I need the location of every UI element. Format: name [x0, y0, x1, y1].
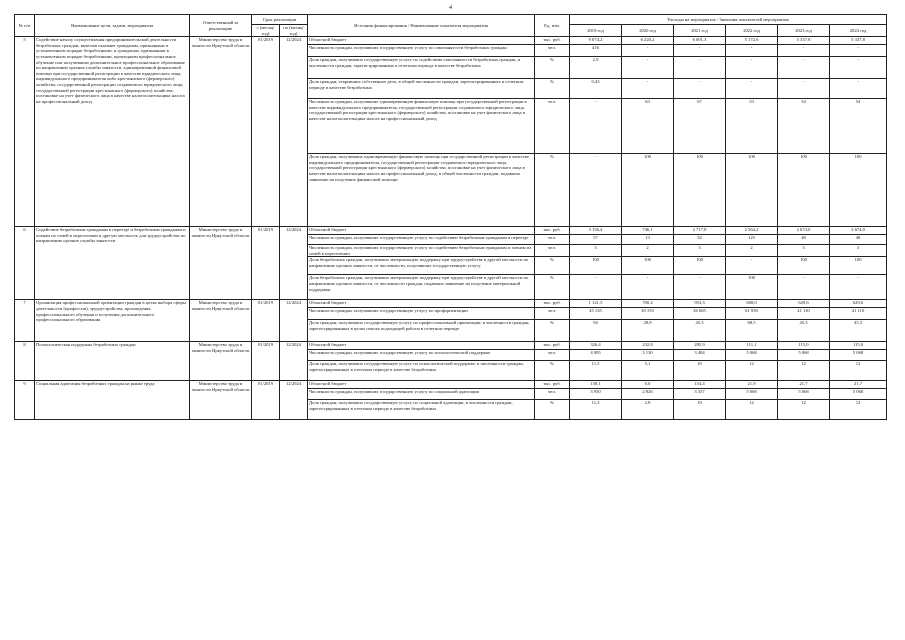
value-cell: -: [674, 45, 726, 57]
value-cell: 158,1: [570, 381, 622, 389]
header-period-from: с (месяц/ год): [252, 25, 280, 37]
value-cell: 3: [674, 245, 726, 257]
value-cell: 100: [830, 154, 887, 227]
value-cell: 154,4: [674, 381, 726, 389]
header-year: 2019 год: [570, 25, 622, 37]
value-cell: 21,7: [778, 381, 830, 389]
indicator-label: Доля граждан, получивших единовременную финансовую помощь при государственной регистрации в качестве индивидуального предпринимателя, государственной регистрации создаваемого юридического лица, государственной регистрации крестьянского (фермерского) хозяйства, постановке на учет физического лица в качестве налогоплательщика налога на профессиональный доход, в общей численности граждан, подавших заявление на получение финансовой помощи: [308, 154, 535, 227]
value-cell: 3 357: [674, 389, 726, 400]
value-cell: 12: [778, 400, 830, 420]
value-cell: -: [830, 275, 887, 300]
value-cell: 68,5: [726, 320, 778, 342]
table-row: [15, 342, 887, 350]
value-cell: 61 939: [726, 308, 778, 320]
value-cell: 6 001,3: [674, 37, 726, 45]
value-cell: 5 337,8: [778, 37, 830, 45]
value-cell: 100: [778, 154, 830, 227]
activity-name: Организация профессиональной ориентации граждан в целях выбора сферы деятельности (профессии), трудоустройства, прохождения профессионального обучения и получения дополнительного профессионального образования: [35, 300, 190, 342]
value-cell: 285,9: [674, 342, 726, 350]
value-cell: 30 193: [622, 308, 674, 320]
activity-name: Социальная адаптация безработных граждан на рынке труда: [35, 381, 190, 420]
value-cell: 10: [674, 361, 726, 381]
indicator-label: Численность граждан, получивших государственную услугу по содействию безработным гражданам и членам их семей в переселении: [308, 245, 535, 257]
value-cell: 5 172,6: [726, 37, 778, 45]
table-row: [15, 300, 887, 308]
unit-cell: %: [535, 400, 570, 420]
table-header: [15, 15, 887, 37]
indicator-label: Численность граждан, получивших государственную услугу по профориентации: [308, 308, 535, 320]
value-cell: 2: [622, 245, 674, 257]
value-cell: 100: [726, 154, 778, 227]
table-row: [15, 227, 887, 235]
value-cell: 5 068: [778, 350, 830, 361]
activity-num: 9: [15, 381, 35, 420]
value-cell: -: [778, 275, 830, 300]
value-cell: 12: [830, 400, 887, 420]
page-number: 4: [449, 5, 452, 11]
header-year: 2021 год: [674, 25, 726, 37]
value-cell: 32: [674, 235, 726, 245]
activity-from: 01/2019: [252, 342, 280, 381]
indicator-label: Доля безработных граждан, получивших материальную поддержку при трудоустройстве в другой местности по направлению органов занятости, от численности, получивших государственную услугу: [308, 257, 535, 275]
header-period-to: по (месяц/ год): [280, 25, 308, 37]
unit-cell: тыс. руб.: [535, 342, 570, 350]
activity-executor: Министерство труда и занятости Иркутской области: [190, 37, 252, 227]
indicator-label: Доля безработных граждан, получивших материальную поддержку при трудоустройстве в другой местности по направлению органов занятости, от численности граждан, подавших заявление на получение материальной поддержки: [308, 275, 535, 300]
value-cell: -: [726, 57, 778, 79]
value-cell: -: [570, 99, 622, 154]
value-cell: 57: [570, 235, 622, 245]
value-cell: -: [622, 275, 674, 300]
activity-from: 01/2019: [252, 300, 280, 342]
value-cell: 6 220,2: [622, 37, 674, 45]
activity-executor: Министерство труда и занятости Иркутской области: [190, 381, 252, 420]
value-cell: 100: [622, 154, 674, 227]
unit-cell: чел.: [535, 389, 570, 400]
value-cell: 115,0: [830, 342, 887, 350]
value-cell: 10: [674, 400, 726, 420]
measures-table: [14, 14, 887, 420]
value-cell: 100: [622, 257, 674, 275]
value-cell: -: [778, 57, 830, 79]
value-cell: 3: [778, 245, 830, 257]
value-cell: 54: [778, 99, 830, 154]
activity-from: 01/2019: [252, 227, 280, 300]
value-cell: 5 068: [778, 389, 830, 400]
budget-label: Областной бюджет: [308, 300, 535, 308]
header-year: 2024 год: [830, 25, 887, 37]
header-year: 2023 год: [778, 25, 830, 37]
value-cell: 12: [726, 400, 778, 420]
value-cell: 3 950: [570, 389, 622, 400]
header-unit: Ед. изм.: [535, 15, 570, 37]
value-cell: 63: [622, 99, 674, 154]
value-cell: 2 717,8: [674, 227, 726, 235]
indicator-label: Численность граждан, получивших государственную услугу по самозанятости безработных граждан: [308, 45, 535, 57]
value-cell: -: [778, 79, 830, 99]
indicator-label: Численность граждан, получивших государственную услугу по психологической поддержке: [308, 350, 535, 361]
header-num: № п/п: [15, 15, 35, 37]
header-period: Срок реализации: [252, 15, 308, 25]
value-cell: -: [830, 45, 887, 57]
value-cell: 629,6: [778, 300, 830, 308]
value-cell: -: [674, 275, 726, 300]
unit-cell: чел.: [535, 45, 570, 57]
budget-label: Областной бюджет: [308, 37, 535, 45]
value-cell: 0,0: [622, 381, 674, 389]
activity-to: 12/2024: [280, 381, 308, 420]
unit-cell: %: [535, 320, 570, 342]
value-cell: 21,7: [830, 381, 887, 389]
header-expenses: Расходы на мероприятие / Значения показателей мероприятия: [570, 15, 887, 25]
value-cell: 100: [674, 257, 726, 275]
indicator-label: Доля граждан, получивших государственную услугу по содействию самозанятости безработных граждан, в численности граждан, зарегистрированных в отчетном периоде в качестве безработных: [308, 57, 535, 79]
value-cell: 953,3: [674, 300, 726, 308]
value-cell: 100: [570, 257, 622, 275]
value-cell: 700,4: [622, 300, 674, 308]
activity-to: 12/2024: [280, 342, 308, 381]
value-cell: 416: [570, 45, 622, 57]
value-cell: 746,1: [622, 227, 674, 235]
value-cell: 28,9: [622, 320, 674, 342]
value-cell: -: [622, 79, 674, 99]
value-cell: 232,8: [622, 342, 674, 350]
value-cell: 45,3: [778, 320, 830, 342]
activity-name: Психологическая поддержка безработных граждан: [35, 342, 190, 381]
unit-cell: %: [535, 361, 570, 381]
budget-label: Областной бюджет: [308, 227, 535, 235]
activity-num: 5: [15, 37, 35, 227]
value-cell: 2 674,0: [830, 227, 887, 235]
value-cell: 5 068: [830, 350, 887, 361]
value-cell: -: [622, 45, 674, 57]
indicator-label: Доля граждан, открывших собственное дело, в общей численности граждан, зарегистрированных в отчетном периоде в качестве безработных: [308, 79, 535, 99]
value-cell: -: [674, 79, 726, 99]
indicator-label: Численность граждан, получивших государственную услугу по содействию безработным гражданам в переезде: [308, 235, 535, 245]
value-cell: 125: [726, 235, 778, 245]
value-cell: 54: [830, 99, 887, 154]
value-cell: 5 068: [830, 389, 887, 400]
value-cell: 2 564,2: [726, 227, 778, 235]
value-cell: 4 005: [570, 350, 622, 361]
activity-executor: Министерство труда и занятости Иркутской области: [190, 227, 252, 300]
value-cell: -: [674, 57, 726, 79]
value-cell: 5 337,8: [830, 37, 887, 45]
value-cell: 2,8: [622, 400, 674, 420]
value-cell: -: [726, 45, 778, 57]
value-cell: 2: [726, 245, 778, 257]
value-cell: 1 121,5: [570, 300, 622, 308]
table-row: [15, 37, 887, 45]
value-cell: 326,4: [570, 342, 622, 350]
indicator-label: Доля граждан, получивших государственную услугу по профессиональной ориентации, в численности граждан, зарегистрированных в целях поиска подходящей работы в отчетном периоде: [308, 320, 535, 342]
value-cell: 13: [622, 235, 674, 245]
unit-cell: тыс. руб.: [535, 300, 570, 308]
header-name: Наименование цели, задачи, мероприятия: [35, 15, 190, 37]
value-cell: -: [830, 79, 887, 99]
value-cell: 629,6: [830, 300, 887, 308]
value-cell: 94: [570, 320, 622, 342]
value-cell: 11,3: [570, 400, 622, 420]
value-cell: 12: [830, 361, 887, 381]
activity-to: 12/2024: [280, 227, 308, 300]
unit-cell: чел.: [535, 235, 570, 245]
value-cell: 100: [726, 275, 778, 300]
indicator-label: Численность граждан, получивших единовременную финансовую помощь при государственной регистрации в качестве индивидуального предпринимателя, государственной регистрации создаваемого юридического лица, государственной регистрации крестьянского (фермерского) хозяйства, постановке на учет физического лица в качестве налогоплательщика налога на профессиональный доход: [308, 99, 535, 154]
unit-cell: чел.: [535, 350, 570, 361]
value-cell: 45,3: [830, 320, 887, 342]
table-body: [15, 37, 887, 420]
value-cell: 9 074,2: [570, 37, 622, 45]
value-cell: 5 068: [726, 350, 778, 361]
value-cell: 5,1: [622, 361, 674, 381]
value-cell: 111,1: [726, 342, 778, 350]
value-cell: -: [726, 257, 778, 275]
value-cell: 53: [726, 99, 778, 154]
value-cell: 100: [778, 257, 830, 275]
activity-executor: Министерство труда и занятости Иркутской области: [190, 342, 252, 381]
value-cell: 11,5: [570, 361, 622, 381]
value-cell: 115,0: [778, 342, 830, 350]
activity-name: Содействие началу осуществления предпринимательской деятельности безработных граждан, включая оказание гражданам, признанным в установленном порядке безработными, и гражданам, признанным в установленном порядке безработными, прошедшим профессиональное обучение или получившим дополнительное профессиональное образование по направлению органов службы занятости, единовременной финансовой помощи при государственной регистрации в качестве юридического лица, индивидуального предпринимателя либо крестьянского (фермерского) хозяйства, государственной регистрации создаваемого юридического лица, государственной регистрации крестьянского (фермерского) хозяйства, постановке на учет физического лица в качестве налогоплательщика налога на профессиональный доход: [35, 37, 190, 227]
unit-cell: %: [535, 57, 570, 79]
value-cell: 3 130: [622, 350, 674, 361]
activity-name: Содействие безработным гражданам в переезде и безработным гражданам и членам их семей в переселении в другую местность для трудоустройства по направлению органов службы занятости: [35, 227, 190, 300]
value-cell: 100: [674, 154, 726, 227]
value-cell: 41 110: [778, 308, 830, 320]
value-cell: 41 110: [830, 308, 887, 320]
value-cell: -: [778, 45, 830, 57]
indicator-label: Доля граждан, получивших государственную услугу по психологической поддержке, в численности граждан, зарегистрированных в отчетном периоде в качестве безработных: [308, 361, 535, 381]
value-cell: 12: [778, 361, 830, 381]
activity-executor: Министерство труда и занятости Иркутской области: [190, 300, 252, 342]
activity-num: 6: [15, 227, 35, 300]
budget-label: Областной бюджет: [308, 342, 535, 350]
value-cell: 2 674,0: [778, 227, 830, 235]
value-cell: 48: [778, 235, 830, 245]
value-cell: 5 068: [726, 389, 778, 400]
unit-cell: %: [535, 154, 570, 227]
value-cell: -: [570, 154, 622, 227]
value-cell: 12: [726, 361, 778, 381]
header-source: Источник финансирования / Наименование показателя мероприятия: [308, 15, 535, 37]
activity-from: 01/2019: [252, 37, 280, 227]
value-cell: 45 135: [570, 308, 622, 320]
value-cell: 21,9: [726, 381, 778, 389]
value-cell: 2 826: [622, 389, 674, 400]
unit-cell: %: [535, 275, 570, 300]
activity-to: 12/2024: [280, 37, 308, 227]
value-cell: 2,9: [570, 57, 622, 79]
value-cell: 0,43: [570, 79, 622, 99]
value-cell: 36 665: [674, 308, 726, 320]
unit-cell: %: [535, 257, 570, 275]
value-cell: -: [622, 57, 674, 79]
indicator-label: Численность граждан, получивших государственную услугу по социальной адаптации: [308, 389, 535, 400]
value-cell: 100: [830, 257, 887, 275]
value-cell: 3 484: [674, 350, 726, 361]
activity-to: 12/2024: [280, 300, 308, 342]
unit-cell: тыс. руб.: [535, 227, 570, 235]
activity-num: 8: [15, 342, 35, 381]
value-cell: -: [830, 57, 887, 79]
activity-num: 7: [15, 300, 35, 342]
budget-label: Областной бюджет: [308, 381, 535, 389]
unit-cell: тыс. руб.: [535, 37, 570, 45]
value-cell: 3 156,4: [570, 227, 622, 235]
activity-from: 01/2019: [252, 381, 280, 420]
header-year: 2022 год: [726, 25, 778, 37]
value-cell: 67: [674, 99, 726, 154]
value-cell: 608,0: [726, 300, 778, 308]
value-cell: 3: [570, 245, 622, 257]
unit-cell: чел.: [535, 99, 570, 154]
value-cell: 3: [830, 245, 887, 257]
unit-cell: тыс. руб.: [535, 381, 570, 389]
header-executor: Ответственный за реализацию: [190, 15, 252, 37]
value-cell: 48: [830, 235, 887, 245]
value-cell: -: [726, 79, 778, 99]
value-cell: -: [570, 275, 622, 300]
unit-cell: чел.: [535, 308, 570, 320]
unit-cell: чел.: [535, 245, 570, 257]
indicator-label: Доля граждан, получивших государственную услугу по социальной адаптации, в численности граждан, зарегистрированных в отчетном периоде в качестве безработных: [308, 400, 535, 420]
unit-cell: %: [535, 79, 570, 99]
value-cell: 45,3: [674, 320, 726, 342]
table-row: [15, 381, 887, 389]
header-year: 2020 год: [622, 25, 674, 37]
